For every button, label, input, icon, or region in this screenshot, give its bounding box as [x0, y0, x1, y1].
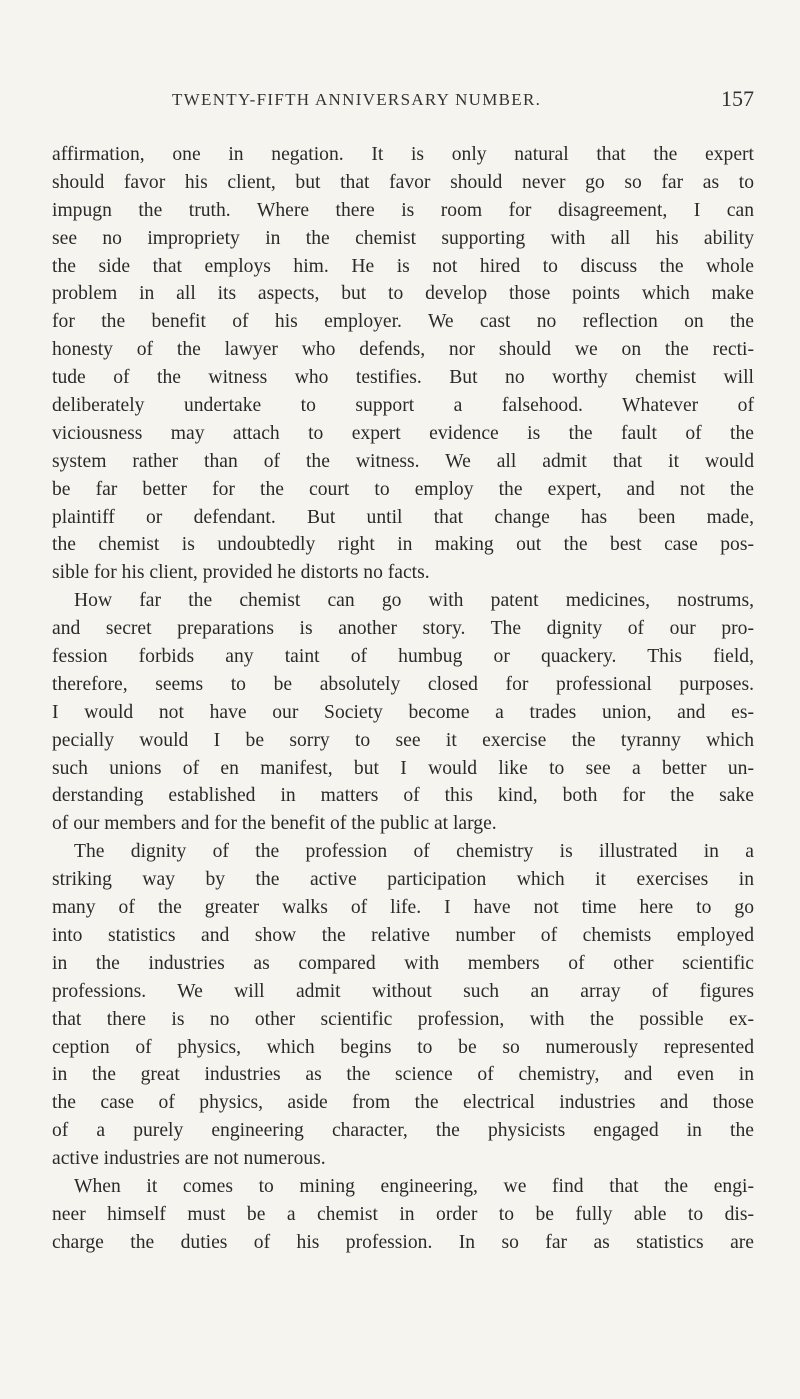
text-line: sible for his client, provided he distorts no facts.	[52, 562, 430, 584]
text-line: should favor his client, but that favor should never go so far as to	[52, 171, 754, 193]
text-line: the chemist is undoubtedly right in making out the best case pos-	[52, 534, 754, 556]
text-line: therefore, seems to be absolutely closed for professional purposes.	[52, 673, 754, 695]
paragraph	[52, 587, 754, 838]
text-line: deliberately undertake to support a falsehood. Whatever of	[52, 395, 754, 417]
text-line: of our members and for the benefit of the public at large.	[52, 813, 497, 835]
text-line: tude of the witness who testifies. But no worthy chemist will	[52, 367, 754, 389]
text-line: ception of physics, which begins to be so numerously represented	[52, 1036, 754, 1058]
text-line: in the great industries as the science of chemistry, and even in	[52, 1064, 754, 1086]
text-line: the side that employs him. He is not hired to discuss the whole	[52, 255, 754, 277]
text-line: of a purely engineering character, the physicists engaged in the	[52, 1120, 754, 1142]
text-line: and secret preparations is another story. The dignity of our pro-	[52, 618, 754, 640]
text-line: be far better for the court to employ the expert, and not the	[52, 478, 754, 500]
text-line: in the industries as compared with members of other scientific	[52, 952, 754, 974]
text-line: How far the chemist can go with patent medicines, nostrums,	[74, 590, 754, 612]
text-line: that there is no other scientific profession, with the possible ex-	[52, 1008, 754, 1030]
paragraph	[52, 1173, 754, 1257]
text-line: The dignity of the profession of chemistry is illustrated in a	[74, 841, 754, 863]
body-text	[52, 141, 754, 1257]
text-line: plaintiff or defendant. But until that change has been made,	[52, 506, 754, 528]
paragraph	[52, 141, 754, 587]
text-line: active industries are not numerous.	[52, 1148, 326, 1170]
text-line: viciousness may attach to expert evidence is the fault of the	[52, 422, 754, 444]
text-line: such unions of en manifest, but I would like to see a better un-	[52, 757, 754, 779]
text-line: into statistics and show the relative number of chemists employed	[52, 924, 754, 946]
text-line: derstanding established in matters of this kind, both for the sake	[52, 785, 754, 807]
text-line: striking way by the active participation which it exercises in	[52, 869, 754, 891]
page-number: 157	[721, 86, 754, 111]
text-line: I would not have our Society become a trades union, and es-	[52, 701, 754, 723]
text-line: see no impropriety in the chemist supporting with all his ability	[52, 227, 754, 249]
text-line: charge the duties of his profession. In so far as statistics are	[52, 1231, 754, 1253]
running-head	[52, 86, 754, 116]
text-line: for the benefit of his employer. We cast no reflection on the	[52, 311, 754, 333]
text-line: When it comes to mining engineering, we find that the engi-	[74, 1175, 754, 1197]
text-line: system rather than of the witness. We all admit that it would	[52, 450, 754, 472]
text-line: pecially would I be sorry to see it exercise the tyranny which	[52, 729, 754, 751]
running-title: TWENTY-FIFTH ANNIVERSARY NUMBER.	[172, 90, 542, 109]
text-line: many of the greater walks of life. I have not time here to go	[52, 897, 754, 919]
paragraph	[52, 838, 754, 1173]
text-line: affirmation, one in negation. It is only natural that the expert	[52, 144, 754, 165]
text-line: problem in all its aspects, but to develop those points which make	[52, 283, 754, 305]
text-line: honesty of the lawyer who defends, nor should we on the recti-	[52, 339, 754, 361]
text-line: professions. We will admit without such an array of figures	[52, 980, 754, 1002]
text-line: impugn the truth. Where there is room for disagreement, I can	[52, 199, 754, 221]
text-line: the case of physics, aside from the electrical industries and those	[52, 1092, 754, 1114]
text-line: fession forbids any taint of humbug or quackery. This field,	[52, 646, 754, 668]
text-line: neer himself must be a chemist in order to be fully able to dis-	[52, 1203, 754, 1225]
